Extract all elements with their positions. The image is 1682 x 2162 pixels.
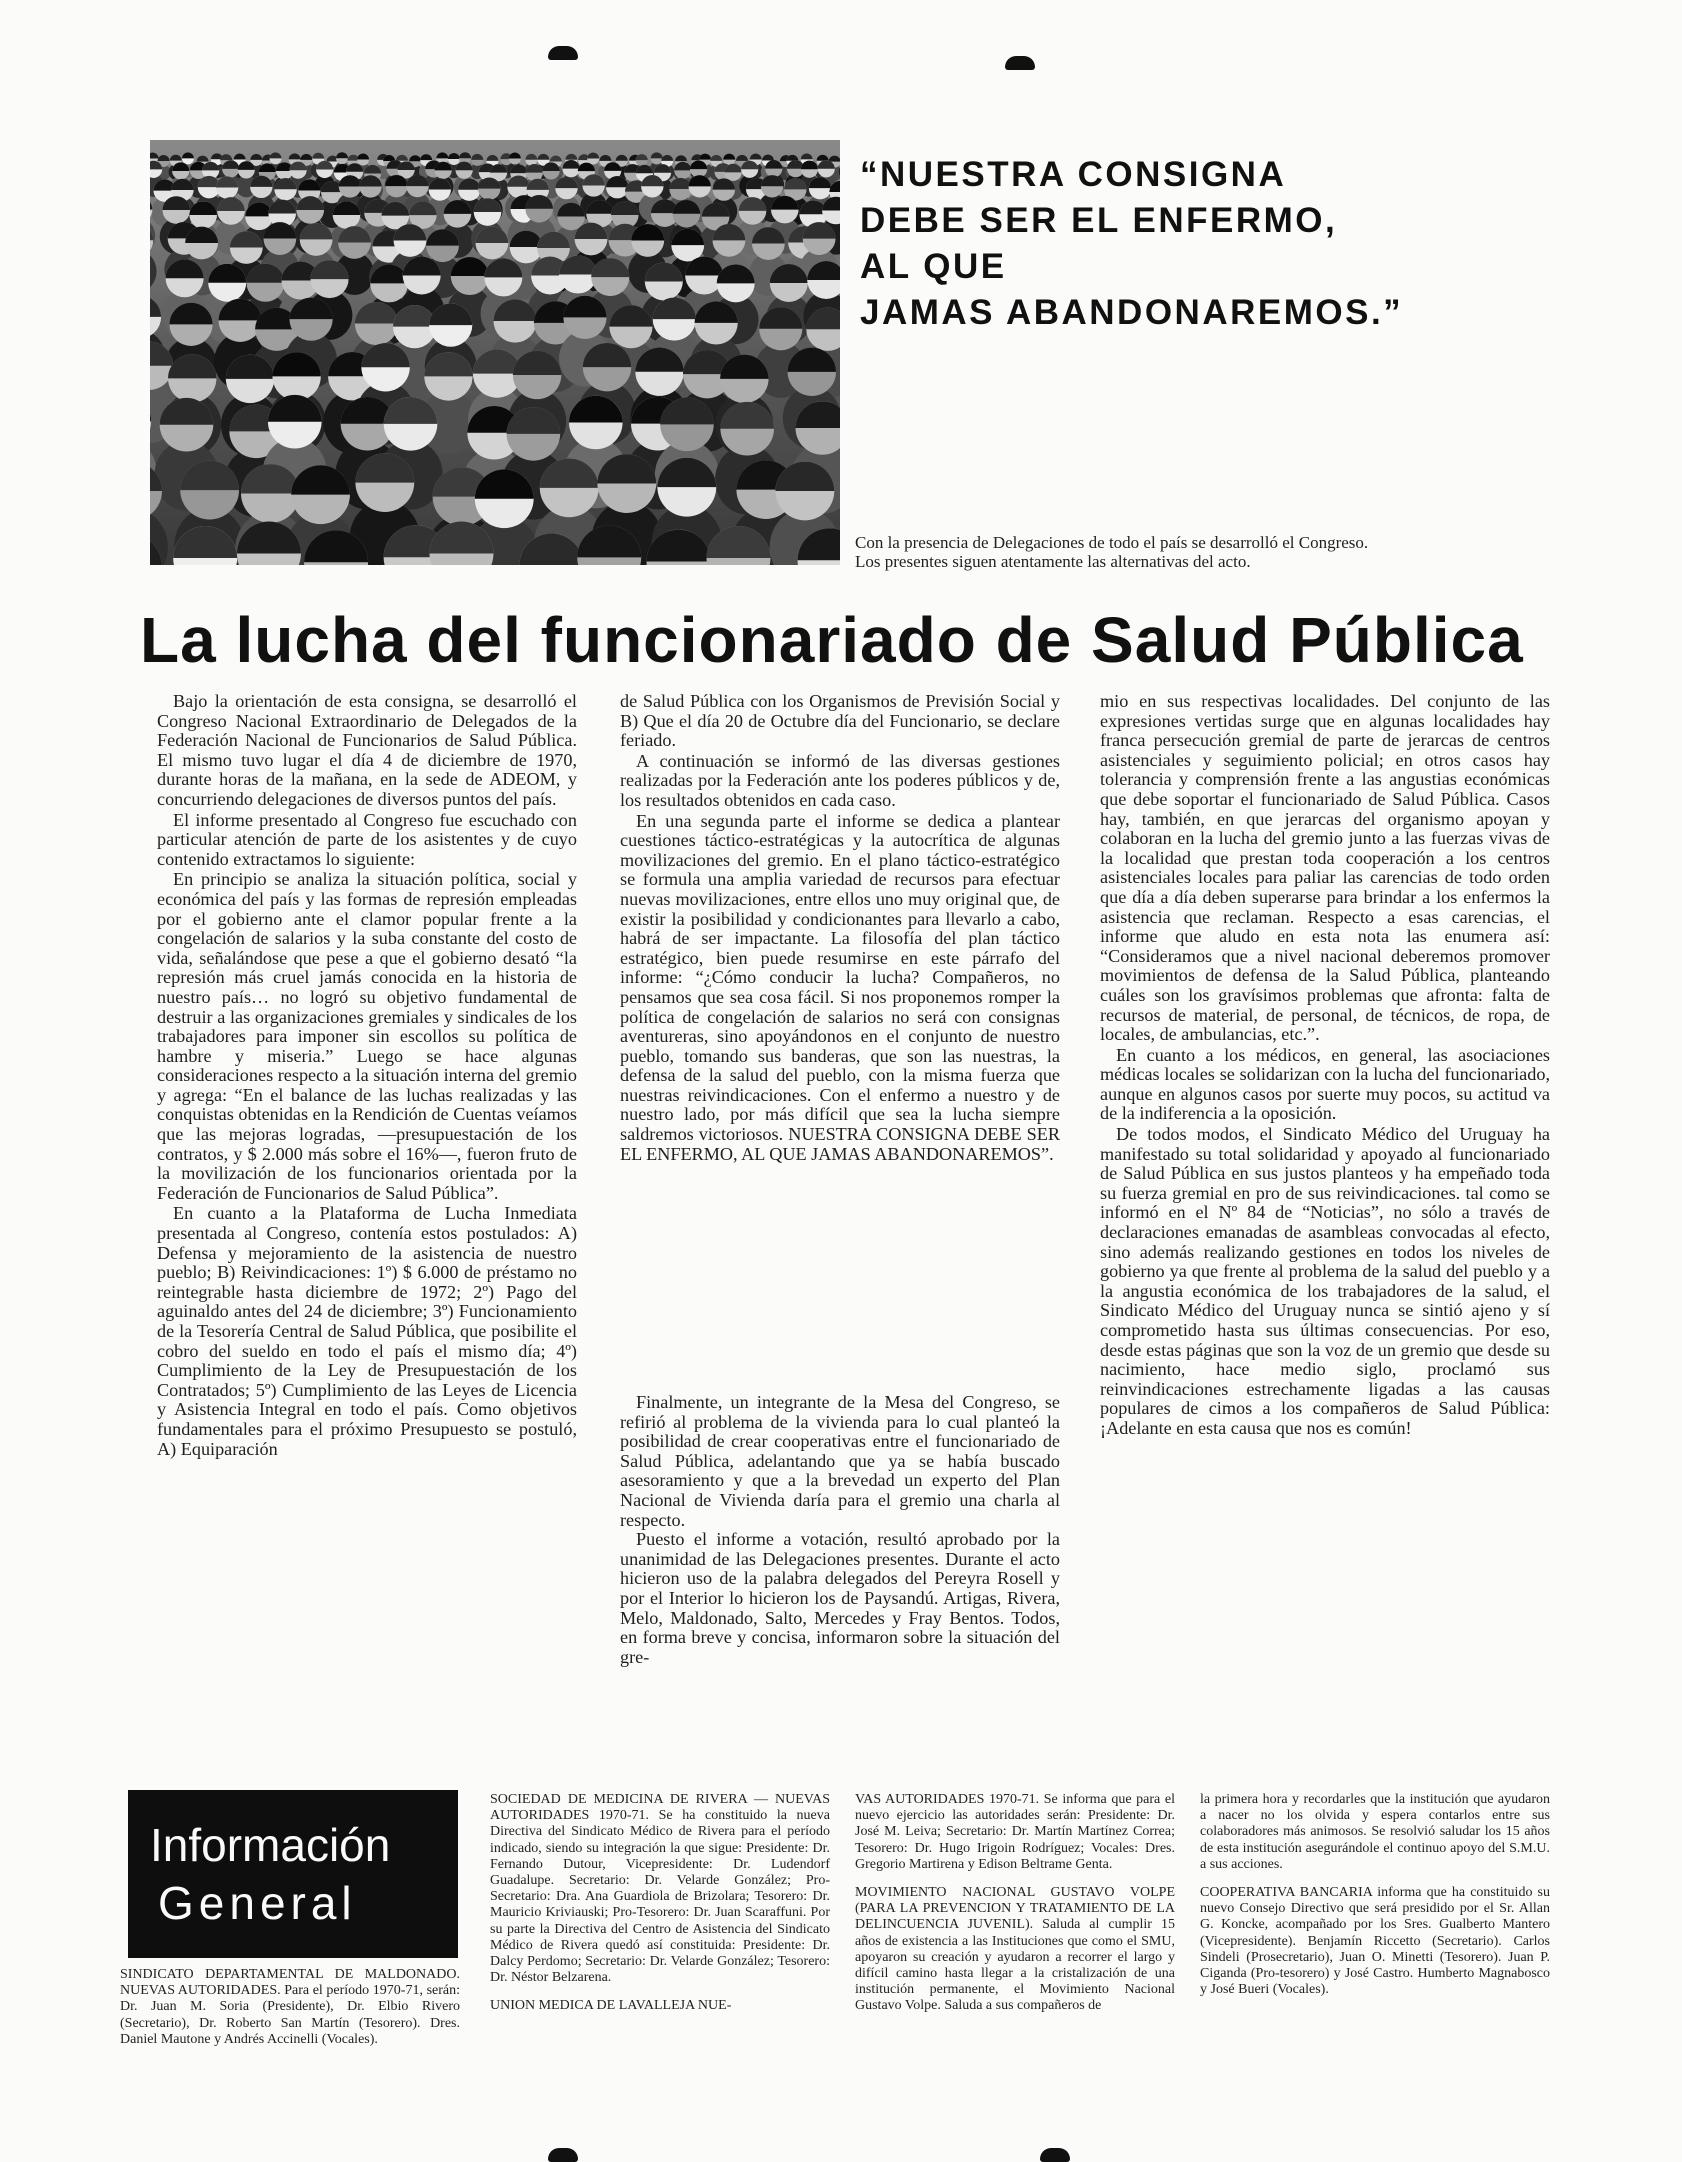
caption-line: Con la presencia de Delegaciones de todo el país se desarrolló el Congreso. [855, 533, 1369, 552]
punch-hole-mark [548, 46, 578, 60]
pull-quote [860, 152, 1500, 336]
article-column-3 [1100, 692, 1550, 1439]
article-paragraph: En cuanto a los médicos, en general, las asociaciones médicas locales se solidarizan con la lucha del funcionariado, aunque en algunos casos por suerte muy pocos, su actitud va de la indiferencia a la oposición. [1100, 1044, 1550, 1124]
quote-line: JAMAS ABANDONAREMOS.” [860, 293, 1404, 332]
congress-audience-photo [150, 140, 840, 565]
quote-line: AL QUE [860, 247, 1007, 286]
info-item: SINDICATO DEPARTAMENTAL DE MALDONADO. NUEVAS AUTORIDADES. Para el período 1970-71, serán: Dr. Juan M. Soria (Presidente), Dr. Elbio Rivero (Secretario), Dr. Roberto San Martín (Tesorero). Dres. Daniel Mautone y Andrés Accinelli (Vocales). [120, 1967, 460, 2047]
photo-caption [855, 533, 1535, 571]
info-column-1 [120, 1967, 460, 2048]
article-paragraph: Puesto el informe a votación, resultó aprobado por la unanimidad de las Delegaciones presentes. Durante el acto hicieron uso de la palabra delegados del Pereyra Rosell y por el Interior lo hicieron los de Paysandú. Artigas, Rivera, Melo, Maldonado, Salto, Mercedes y Fray Bentos. Todos, en forma breve y concisa, informaron sobre la situación del gre- [620, 1529, 1060, 1667]
article-paragraph: Finalmente, un integrante de la Mesa del Congreso, se refirió al problema de la vivienda para lo cual planteó la posibilidad de crear cooperativas entre el funcionariado de Salud Pública, adelantando que ya se había buscado asesoramiento y que a la brevedad un experto del Plan Nacional de Vivienda daría para el gremio una charla al respecto. [620, 1392, 1060, 1530]
banner-line: General [158, 1877, 357, 1929]
caption-line: Los presentes siguen atentamente las alternativas del acto. [855, 552, 1251, 571]
punch-hole-mark [1005, 56, 1035, 70]
info-general-banner [128, 1790, 458, 1958]
quote-line: DEBE SER EL ENFERMO, [860, 201, 1338, 240]
banner-line: Información [150, 1819, 391, 1871]
audience-illustration [150, 140, 840, 565]
article-paragraph: En cuanto a la Plataforma de Lucha Inmediata presentada al Congreso, contenía estos postulados: A) Defensa y mejoramiento de la asistencia de nuestro pueblo; B) Reivindicaciones: 1º) $ 6.000 de préstamo no reintegrable hasta diciembre de 1972; 2º) Pago del aguinaldo antes del 24 de diciembre; 3º) Funcionamiento de la Tesorería Central de Salud Pública, que posibilite el cobro del sueldo en todo el país el mismo día; 4º) Cumplimiento de la Ley de Presupuestación de los Contratados; 5º) Cumplimiento de las Leyes de Licencia y Asistencia Integral en todo el país. Como objetivos fundamentales para el próximo Presupuesto se postuló, A) Equiparación [157, 1203, 577, 1459]
info-item: UNION MEDICA DE LAVALLEJA NUE- [490, 1998, 732, 2014]
quote-line: “NUESTRA CONSIGNA [860, 155, 1287, 194]
info-item: COOPERATIVA BANCARIA informa que ha constituido su nuevo Consejo Directivo que será presidido por el Sr. Allan G. Koncke, acompañado por los Sres. Gualberto Mantero (Vicepresidente). Benjamín Riccetto (Secretario). Carlos Sindeli (Prosecretario), Juan O. Minetti (Tesorero). Juan P. Ciganda (Pro-tesorero) y José Castro. Humberto Magnabosco y José Bueri (Vocales). [1200, 1885, 1550, 1998]
article-paragraph: Bajo la orientación de esta consigna, se desarrolló el Congreso Nacional Extraordinario de Delegados de la Federación Nacional de Funcionarios de Salud Pública. El mismo tuvo lugar el día 4 de diciembre de 1970, durante horas de la mañana, en la sede de ADEOM, y concurriendo delegaciones de diversos puntos del país. [157, 691, 577, 809]
info-column-4 [1200, 1792, 1550, 1998]
info-item: MOVIMIENTO NACIONAL GUSTAVO VOLPE (PARA LA PREVENCION Y TRATAMIENTO DE LA DELINCUENCIA JUVENIL). Saluda al cumplir 15 años de existencia a las Instituciones que como el SMU, apoyaron su creación y ayudaron a recorrer el largo y difícil camino hasta llegar a la cristalización de una institución permanente, el Movimiento Nacional Gustavo Volpe. Saluda a sus compañeros de [855, 1885, 1175, 2014]
info-item: SOCIEDAD DE MEDICINA DE RIVERA — NUEVAS AUTORIDADES 1970-71. Se ha constituido la nueva Directiva del Sindicato Médico de Rivera para el período indicado, siendo su integración la que sigue: Presidente: Dr. Fernando Dutour, Vicepresidente: Dr. Ludendorf Guadalupe. Secretario: Dr. Velarde González; Pro-Secretario: Dra. Ana Guardiola de Brizolara; Tesorero: Dr. Mauricio Kriviauski; Pro-Tesorero: Dr. Juan Scaraffuni. Por su parte la Directiva del Centro de Asistencia del Sindicato Médico de Rivera quedó así constituida: Presidente: Dr. Dalcy Perdomo; Secretario: Dr. Velarde González; Tesorero: Dr. Néstor Belzarena. [490, 1792, 830, 1986]
article-paragraph: El informe presentado al Congreso fue escuchado con particular atención de parte de los asistentes y de cuyo contenido extractamos lo siguiente: [157, 809, 577, 869]
article-column-2 [620, 692, 1060, 1164]
info-item: VAS AUTORIDADES 1970-71. Se informa que para el nuevo ejercicio las autoridades serán: Presidente: Dr. José M. Leiva; Secretario: Dr. Martín Martínez Correa; Tesorero: Dr. Hugo Irigoin Rodríguez; Vocales: Dres. Gregorio Martirena y Edison Beltrame Genta. [855, 1792, 1175, 1872]
info-column-2 [490, 1792, 830, 2015]
article-paragraph: En principio se analiza la situación política, social y económica del país y las formas de represión empleadas por el gobierno ante el clamor popular frente a la congelación de salarios y la suba constante del costo de vida, señalándose que pese a que el gobierno desató “la represión más cruel jamás conocida en la historia de nuestro país… no logró su objetivo fundamental de destruir a las organizaciones gremiales y sindicales de los trabajadores para imponer sin escollos su política de hambre y miseria.” Luego se hace algunas consideraciones respecto a la situación interna del gremio y agrega: “En el balance de las luchas realizadas y las conquistas obtenidas en la Rendición de Cuentas veíamos que las mejoras logradas, —presupuestación de los contratos, y $ 2.000 más sobre el 16%—, fueron fruto de la movilización de los funcionarios orientada por la Federación de Funcionarios de Salud Pública”. [157, 869, 577, 1203]
article-paragraph: De todos modos, el Sindicato Médico del Uruguay ha manifestado su total solidaridad y apoyado al funcionariado de Salud Pública en sus justos planteos y ha empeñado toda su fuerza gremial en pro de sus reivindicaciones. tal como se informó en el Nº 84 de “Noticias”, no sólo a través de declaraciones emanadas de asambleas convocadas al efecto, sino además realizando gestiones en todos los niveles de gobierno ya que frente al problema de la salud del pueblo y a la angustia económica de los trabajadores de la salud, el Sindicato Médico del Uruguay nunca se sintió ajeno y sí comprometido hasta sus últimas consecuencias. Por eso, desde estas páginas que son la voz de un gremio que desde su nacimiento, hace medio siglo, proclamó sus reinvindicaciones estrechamente ligadas a las causas populares de cimos a los compañeros de Salud Pública: ¡Adelante en esta causa que nos es común! [1100, 1124, 1550, 1438]
article-paragraph: de Salud Pública con los Organismos de Previsión Social y B) Que el día 20 de Octubre día del Funcionario, se declare feriado. [620, 691, 1060, 751]
article-column-2-lower [620, 1393, 1060, 1667]
article-column-1 [157, 692, 577, 1459]
article-paragraph: En una segunda parte el informe se dedica a plantear cuestiones táctico-estratégicas y la autocrítica de algunas movilizaciones del gremio. En el plano táctico-estratégico se formula una amplia variedad de recursos para efectuar nuevas movilizaciones, entre ellos uno muy original que, de existir la posibilidad y condicionantes para llevarlo a cabo, habrá de ser impactante. La filosofía del plan táctico estratégico, bien puede resumirse en este párrafo del informe: “¿Cómo conducir la lucha? Compañeros, no pensamos que sea cosa fácil. Si nos proponemos romper la política de congelación de salarios no será con consignas aventureras, sino apoyándonos en el conjunto de nuestro pueblo, tomando sus banderas, que son las nuestras, la defensa de la salud del pueblo, con la misma fuerza que nuestras reivindicaciones. Con el enfermo a nuestro y de nuestro lado, por más difícil que sea la lucha siempre saldremos victoriosos. NUESTRA CONSIGNA DEBE SER EL ENFERMO, AL QUE JAMAS ABANDONAREMOS”. [620, 810, 1060, 1164]
article-paragraph: A continuación se informó de las diversas gestiones realizadas por la Federación ante los poderes públicos y de, los resultados obtenidos en cada caso. [620, 750, 1060, 810]
info-item: la primera hora y recordarles que la institución que ayudaron a nacer no los olvida y espera contarlos entre sus colaboradores más animosos. Se resolvió saludar los 15 años de esta institución asegurándole el continuo apoyo del S.M.U. a sus acciones. [1200, 1792, 1550, 1872]
article-paragraph: mio en sus respectivas localidades. Del conjunto de las expresiones vertidas surge que en algunas localidades hay franca persecución gremial de parte de jerarcas de centros asistenciales y seguimiento policial; en otros casos hay tolerancia y comprensión frente a las angustias económicas que debe soportar el funcionariado de Salud Pública. Casos hay, también, en que jerarcas del organismo apoyan y colaboran en la lucha del gremio junto a las fuerzas vivas de la localidad que prestan toda cooperación a los centros asistenciales locales para paliar las carencias de todo orden que día a día deben superarse para brindar a los enfermos la asistencia que reclaman. Respecto a esas carencias, el informe que aludo en esta nota las enumera así: “Consideramos que a nivel nacional deberemos promover movimientos de defensa de la Salud Pública, planteando cuáles son los gravísimos problemas que afronta: falta de recursos de material, de personal, de técnicos, de ropa, de locales, de ambulancias, etc.”. [1100, 691, 1550, 1045]
article-headline: La lucha del funcionariado de Salud Pública [140, 604, 1524, 676]
info-column-3 [855, 1792, 1175, 2015]
